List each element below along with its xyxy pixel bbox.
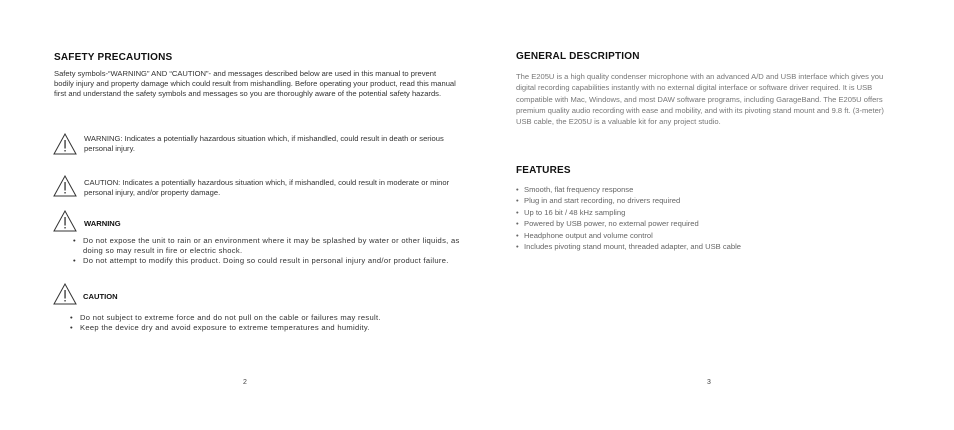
safety-intro: Safety symbols-“WARNING” AND “CAUTION”- and messages described below are used in this manual to prevent bodily injury and property damage which could result from mishandling. Before operating your product, read this manual first and understand the safety symbols and messages so you are thoroughly aware of the potential safety hazards. bbox=[54, 69, 456, 98]
list-item: • Powered by USB power, no external power required bbox=[516, 218, 906, 229]
warning-label: WARNING bbox=[84, 219, 121, 228]
warning-list bbox=[73, 236, 468, 266]
general-description-title: GENERAL DESCRIPTION bbox=[516, 51, 640, 62]
warning-triangle-icon bbox=[53, 210, 77, 232]
warning-definition: WARNING: Indicates a potentially hazardous situation which, if mishandled, could result in death or serious personal injury. bbox=[84, 134, 444, 153]
features-title: FEATURES bbox=[516, 165, 571, 176]
list-item: • Plug in and start recording, no drivers required bbox=[516, 195, 906, 206]
features-list bbox=[516, 184, 906, 252]
safety-precautions-title: SAFETY PRECAUTIONS bbox=[54, 52, 173, 63]
list-item: • Headphone output and volume control bbox=[516, 230, 906, 241]
warning-triangle-icon bbox=[53, 133, 77, 155]
caution-definition: CAUTION: Indicates a potentially hazardous situation which, if mishandled, could result in moderate or minor personal injury, and/or property damage. bbox=[84, 178, 450, 197]
caution-list bbox=[70, 313, 470, 333]
page-number: 2 bbox=[243, 379, 247, 386]
list-item: • Up to 16 bit / 48 kHz sampling bbox=[516, 207, 906, 218]
list-item: • Includes pivoting stand mount, threaded adapter, and USB cable bbox=[516, 241, 906, 252]
general-description-text: The E205U is a high quality condenser microphone with an advanced A/D and USB interface which gives you digital recording capabilities instantly with no external digital interface or software driver required. It is USB compatible with Mac, Windows, and most DAW software programs, including GarageBand. The E205U offers premium quality audio recording with ease and mobility, and with its pivoting stand mount and 9.8 ft. (3-meter) USB cable, the E205U is a valuable kit for any project studio. bbox=[516, 72, 884, 127]
list-item: • Keep the device dry and avoid exposure to extreme temperatures and humidity. bbox=[70, 323, 470, 333]
warning-triangle-icon bbox=[53, 175, 77, 197]
list-item: • Smooth, flat frequency response bbox=[516, 184, 906, 195]
list-item: • Do not attempt to modify this product. Doing so could result in personal injury and/or product failure. bbox=[73, 256, 468, 266]
page-number: 3 bbox=[707, 379, 711, 386]
warning-triangle-icon bbox=[53, 283, 77, 305]
list-item: • Do not subject to extreme force and do not pull on the cable or failures may result. bbox=[70, 313, 470, 323]
list-item: • Do not expose the unit to rain or an environment where it may be splashed by water or other liquids, as doing so may result in fire or electric shock. bbox=[73, 236, 468, 256]
caution-label: CAUTION bbox=[83, 292, 118, 301]
